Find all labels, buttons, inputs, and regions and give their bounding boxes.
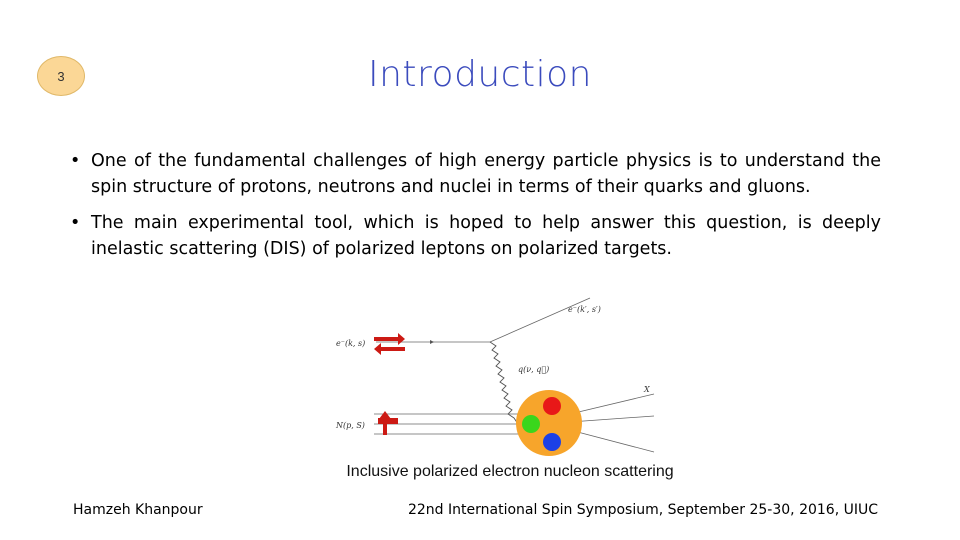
final-state-line bbox=[570, 416, 654, 422]
final-state-line bbox=[570, 394, 654, 414]
nucleon-label: N(p, S) bbox=[336, 421, 365, 430]
footer-author: Hamzeh Khanpour bbox=[73, 502, 203, 518]
arrow-mark bbox=[430, 340, 434, 344]
slide-title: Introduction bbox=[367, 54, 592, 95]
incoming-lepton-label: e⁻(k, s) bbox=[336, 339, 366, 348]
figure-caption: Inclusive polarized electron nucleon scattering bbox=[346, 463, 674, 480]
dis-diagram bbox=[328, 290, 668, 462]
nucleon-spin-arrows bbox=[378, 411, 398, 435]
final-state-line bbox=[570, 430, 654, 452]
footer-event: 22nd International Spin Symposium, September 25-30, 2016, UIUC bbox=[407, 502, 878, 518]
quark-red bbox=[543, 397, 561, 415]
slide-number-badge: 3 bbox=[37, 56, 85, 96]
quark-green bbox=[522, 415, 540, 433]
virtual-photon bbox=[490, 342, 518, 424]
bullet-item: • One of the fundamental challenges of high energy particle physics is to understand the spin structure of protons, neutrons and nuclei in terms of their quarks and gluons. bbox=[70, 148, 881, 200]
quark-blue bbox=[543, 433, 561, 451]
final-state-label: X bbox=[644, 385, 650, 394]
bullet-item: • The main experimental tool, which is hoped to help answer this question, is deeply inelastic scattering (DIS) of polarized leptons on polarized targets. bbox=[70, 210, 881, 262]
bullet-list bbox=[70, 148, 881, 272]
photon-label: q(ν, q⃗) bbox=[518, 365, 550, 374]
outgoing-lepton-label: e⁻(k′, s′) bbox=[568, 305, 601, 314]
electron-polarization-arrows bbox=[374, 333, 405, 355]
